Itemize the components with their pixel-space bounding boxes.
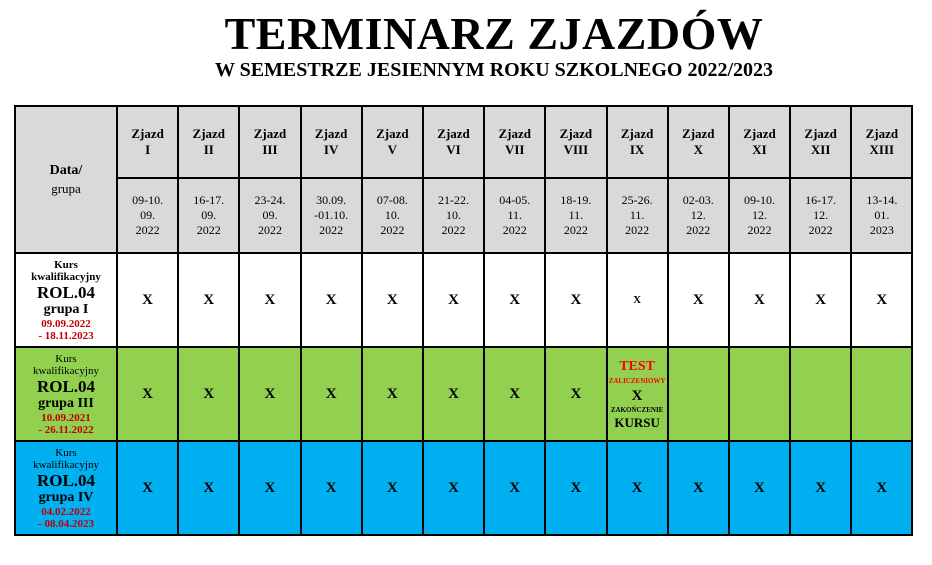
date-header: 02-03. 12. 2022: [668, 178, 729, 253]
group-label-cell: Kurs kwalifikacyjny ROL.04 grupa IV 04.02.2022 - 08.04.2023: [15, 441, 117, 535]
zjazd-header: Zjazd XIII: [851, 106, 912, 178]
corner-cell: [15, 106, 117, 253]
table-cell: X: [851, 441, 912, 535]
table-cell: X: [301, 253, 362, 347]
kursu-label: KURSU: [614, 414, 660, 430]
table-cell: X: [668, 253, 729, 347]
table-cell: X: [117, 253, 178, 347]
table-cell: [851, 347, 912, 441]
header-row-zjazd: [15, 106, 912, 178]
header-row-dates: [15, 178, 912, 253]
table-cell: X: [423, 347, 484, 441]
date-header: 13-14. 01. 2023: [851, 178, 912, 253]
page-title: TERMINARZ ZJAZDÓW: [224, 8, 764, 59]
table-cell: X: [851, 253, 912, 347]
table-cell: X: [423, 253, 484, 347]
table-cell: [668, 347, 729, 441]
table-cell: X: [484, 441, 545, 535]
test-cell: [607, 347, 668, 441]
table-cell: X: [729, 441, 790, 535]
table-cell: X: [484, 347, 545, 441]
table-cell: X: [178, 253, 239, 347]
table-cell: X: [423, 441, 484, 535]
date-header: 25-26. 11. 2022: [607, 178, 668, 253]
zjazd-header: Zjazd IX: [607, 106, 668, 178]
table-cell: X: [178, 441, 239, 535]
date-header: 04-05. 11. 2022: [484, 178, 545, 253]
table-cell: X: [790, 441, 851, 535]
zjazd-header: Zjazd X: [668, 106, 729, 178]
table-cell: X: [545, 253, 606, 347]
table-cell: X: [239, 347, 300, 441]
table-cell: [790, 347, 851, 441]
table-cell: X: [362, 253, 423, 347]
table-cell: X: [607, 253, 668, 347]
test-label: TEST: [619, 358, 655, 374]
table-row-grupa-iii: [15, 347, 912, 441]
zjazd-header: Zjazd VI: [423, 106, 484, 178]
table-cell: X: [362, 441, 423, 535]
table-cell: X: [729, 253, 790, 347]
table-cell: X: [117, 347, 178, 441]
table-cell: X: [545, 441, 606, 535]
date-header: 23-24. 09. 2022: [239, 178, 300, 253]
date-header: 21-22. 10. 2022: [423, 178, 484, 253]
zjazd-header: Zjazd III: [239, 106, 300, 178]
group-label-cell: Kurs kwalifikacyjny ROL.04 grupa III 10.09.2021 - 26.11.2022: [15, 347, 117, 441]
table-row-grupa-i: [15, 253, 912, 347]
test-mark: X: [631, 387, 643, 404]
corner-label-grupa: grupa: [51, 181, 81, 196]
group-label-cell: Kurs kwalifikacyjny ROL.04 grupa I 09.09.2022 - 18.11.2023: [15, 253, 117, 347]
date-header: 30.09. -01.10. 2022: [301, 178, 362, 253]
table-row-grupa-iv: [15, 441, 912, 535]
table-cell: X: [362, 347, 423, 441]
zjazd-header: Zjazd IV: [301, 106, 362, 178]
zjazd-header: Zjazd XI: [729, 106, 790, 178]
zjazd-header: Zjazd XII: [790, 106, 851, 178]
zjazd-header: Zjazd VII: [484, 106, 545, 178]
table-cell: X: [117, 441, 178, 535]
table-cell: X: [607, 441, 668, 535]
zakonczenie-label: ZAKOŃCZENIE: [610, 405, 664, 414]
table-cell: X: [301, 347, 362, 441]
date-header: 18-19. 11. 2022: [545, 178, 606, 253]
date-header: 09-10. 09. 2022: [117, 178, 178, 253]
table-cell: X: [545, 347, 606, 441]
table-cell: X: [239, 253, 300, 347]
zjazd-header: Zjazd V: [362, 106, 423, 178]
table-cell: X: [178, 347, 239, 441]
table-cell: X: [668, 441, 729, 535]
table-cell: X: [301, 441, 362, 535]
date-header: 16-17. 12. 2022: [790, 178, 851, 253]
page-subtitle: W SEMESTRZE JESIENNYM ROKU SZKOLNEGO 2022/2023: [214, 59, 774, 81]
corner-label-data: Data/: [49, 163, 83, 178]
table-cell: [729, 347, 790, 441]
date-header: 09-10. 12. 2022: [729, 178, 790, 253]
schedule-table: [14, 105, 913, 536]
table-cell: X: [239, 441, 300, 535]
table-cell: X: [790, 253, 851, 347]
zjazd-header: Zjazd II: [178, 106, 239, 178]
date-header: 16-17. 09. 2022: [178, 178, 239, 253]
table-cell: X: [484, 253, 545, 347]
zaliczeniowy-label: ZALICZENIOWY: [608, 376, 666, 385]
date-header: 07-08. 10. 2022: [362, 178, 423, 253]
zjazd-header: Zjazd I: [117, 106, 178, 178]
zjazd-header: Zjazd VIII: [545, 106, 606, 178]
